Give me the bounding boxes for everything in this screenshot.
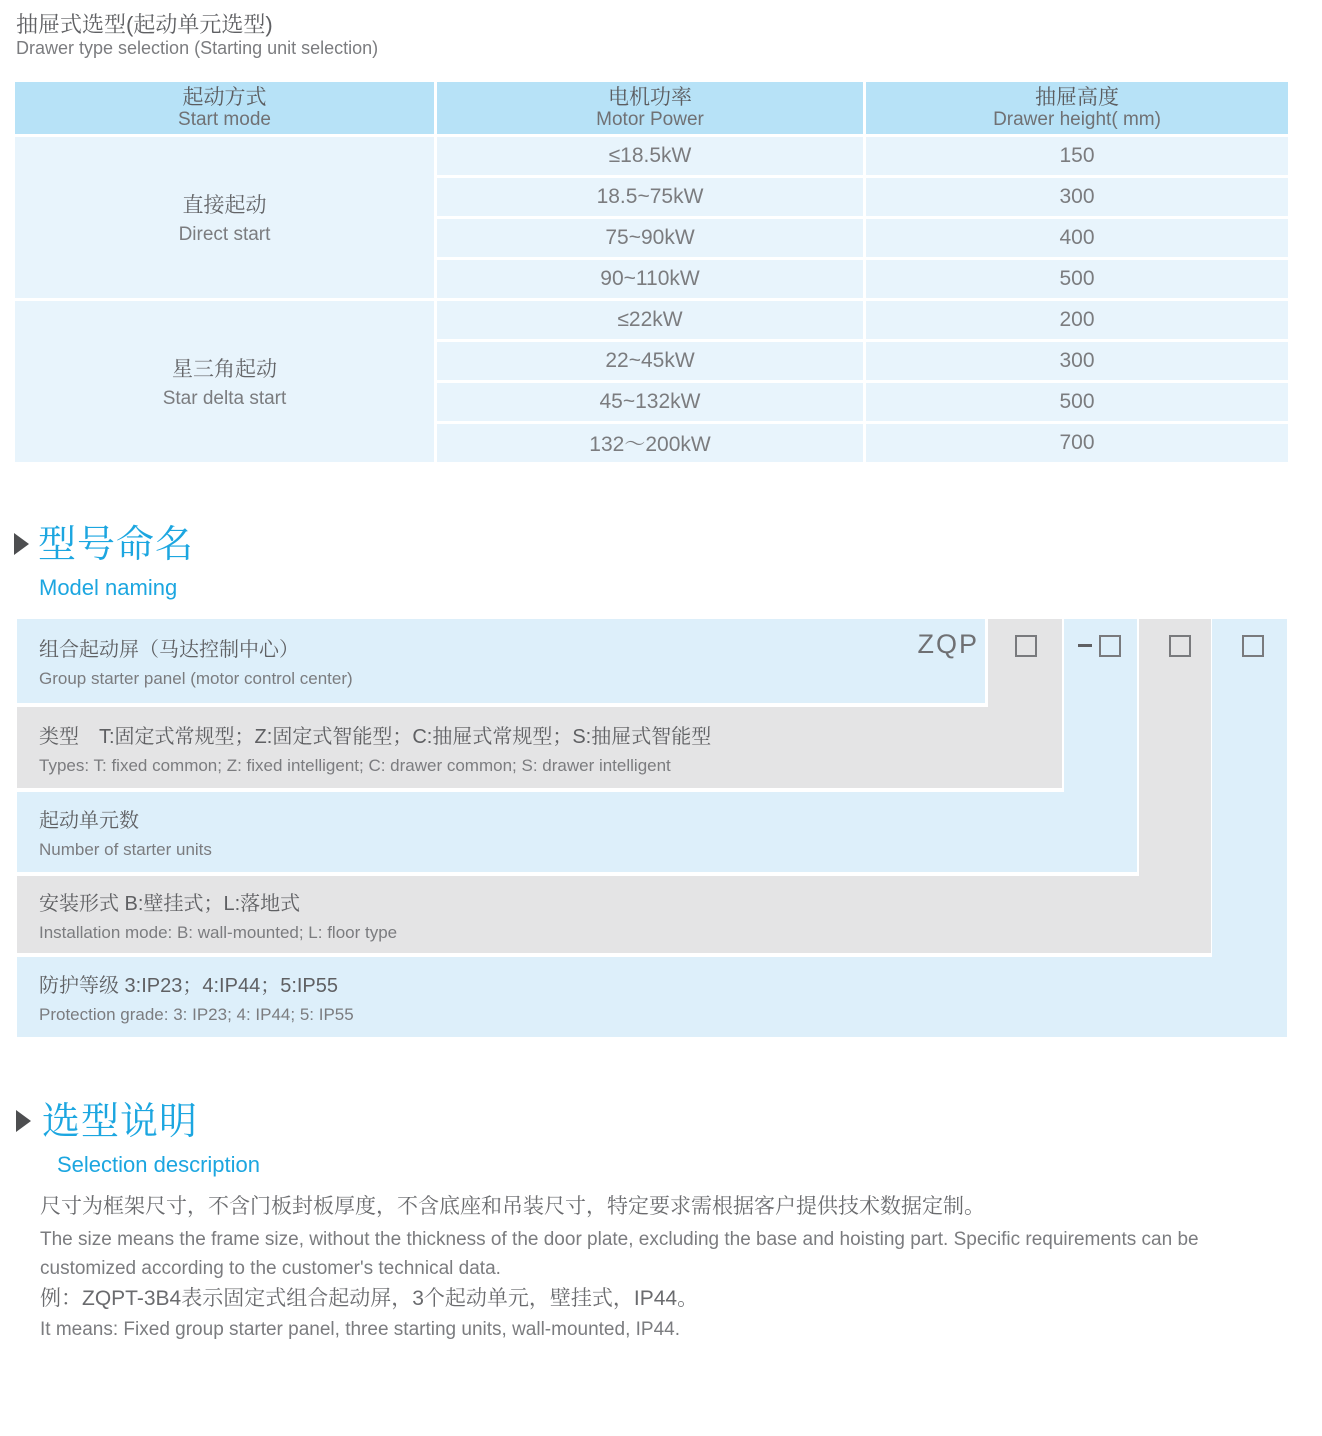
band-installation-mode [17,876,1211,953]
drawer-height-cell: 500 [866,383,1288,421]
band-type [17,707,1062,788]
band-starter-units [17,792,1137,872]
group-cell-star-delta-start [15,301,434,462]
selection-line-cn-1: 尺寸为框架尺寸，不含门板封板厚度，不含底座和吊装尺寸，特定要求需根据客户提供技术数据定制。 [40,1195,985,1218]
band-installation-mode-en: Installation mode: B: wall-mounted; L: floor type [39,922,398,942]
selection-line-en-1: The size means the frame size, without the thickness of the door plate, excluding the base and hoisting part. Specific requirements can be [40,1229,1199,1250]
code-placeholder-box-units [1099,635,1121,657]
drawer-height-cell: 500 [866,260,1288,298]
selection-line-en-2: customized according to the customer's technical data. [40,1258,501,1279]
dash-icon [1078,644,1092,647]
header-cell-motor-power [437,82,863,134]
group-star-delta-en: Star delta start [162,388,287,409]
drawer-height-cell: 700 [866,424,1288,462]
code-placeholder-box-type [1015,635,1037,657]
model-naming-diagram [17,619,1287,1037]
group-cell-direct-start [15,137,434,298]
band-protection-grade [17,957,1287,1037]
band-group-starter-panel [17,619,985,703]
drawer-selection-table [15,82,1288,462]
drawer-height-cell: 400 [866,219,1288,257]
band-protection-grade-cn: 防护等级 3:IP23；4:IP44；5:IP55 [39,975,339,997]
model-naming-title-en: Model naming [39,575,178,600]
band-protection-grade-en: Protection grade: 3: IP23; 4: IP44; 5: IP55 [39,1005,354,1024]
drawer-height-cell: 300 [866,178,1288,216]
header-cell-drawer-height [866,82,1288,134]
selection-title-en: Selection description [57,1152,261,1177]
motor-power-cell: 132～200kW [437,424,863,462]
section-arrow-icon [14,533,29,555]
motor-power-cell: 75~90kW [437,219,863,257]
table-column-drawer-height [866,82,1288,462]
header-cell-start-mode [15,82,434,134]
motor-power-cell: 18.5~75kW [437,178,863,216]
motor-power-cell: ≤18.5kW [437,137,863,175]
code-placeholder-box-protection [1242,635,1264,657]
page-title-en: Drawer type selection (Starting unit selection) [16,38,379,58]
band-starter-units-en: Number of starter units [39,840,212,859]
header-motor-power-en: Motor Power [596,109,704,131]
band-group-starter-panel-cn: 组合起动屏（马达控制中心） [39,639,299,661]
page-title-cn: 抽屉式选型(起动单元选型) [16,12,273,37]
band-group-starter-panel-en: Group starter panel (motor control center) [39,669,353,688]
drawer-height-cell: 200 [866,301,1288,339]
band-type-cn: 类型 T:固定式常规型；Z:固定式智能型；C:抽屉式常规型；S:抽屉式智能型 [39,725,712,748]
header-start-mode-cn: 起动方式 [182,85,267,109]
band-starter-units-cn: 起动单元数 [39,810,139,832]
model-code-prefix: ZQP [917,629,979,659]
code-placeholder-box-installation [1169,635,1191,657]
header-drawer-height-en: Drawer height( mm) [993,109,1161,131]
table-column-motor-power [437,82,863,462]
header-start-mode-en: Start mode [178,109,271,131]
selection-line-en-3: It means: Fixed group starter panel, three starting units, wall-mounted, IP44. [40,1319,680,1340]
header-motor-power-cn: 电机功率 [608,85,692,109]
drawer-height-cell: 150 [866,137,1288,175]
band-installation-mode-cn: 安装形式 B:壁挂式；L:落地式 [39,892,301,915]
motor-power-cell: ≤22kW [437,301,863,339]
model-naming-title-cn: 型号命名 [38,524,195,566]
group-direct-start-en: Direct start [178,224,271,245]
selection-title-cn: 选型说明 [42,1101,199,1143]
band-type-en: Types: T: fixed common; Z: fixed intelligent; C: drawer common; S: drawer intelligent [39,755,671,775]
section-arrow-icon [16,1110,31,1132]
motor-power-cell: 22~45kW [437,342,863,380]
group-direct-start-cn: 直接起动 [182,194,267,217]
motor-power-cell: 90~110kW [437,260,863,298]
drawer-height-cell: 300 [866,342,1288,380]
group-star-delta-cn: 星三角起动 [172,358,277,381]
selection-line-cn-2: 例：ZQPT-3B4表示固定式组合起动屏，3个起动单元，壁挂式，IP44。 [40,1287,699,1310]
motor-power-cell: 45~132kW [437,383,863,421]
table-column-start-mode [15,82,434,462]
header-drawer-height-cn: 抽屉高度 [1035,85,1119,109]
